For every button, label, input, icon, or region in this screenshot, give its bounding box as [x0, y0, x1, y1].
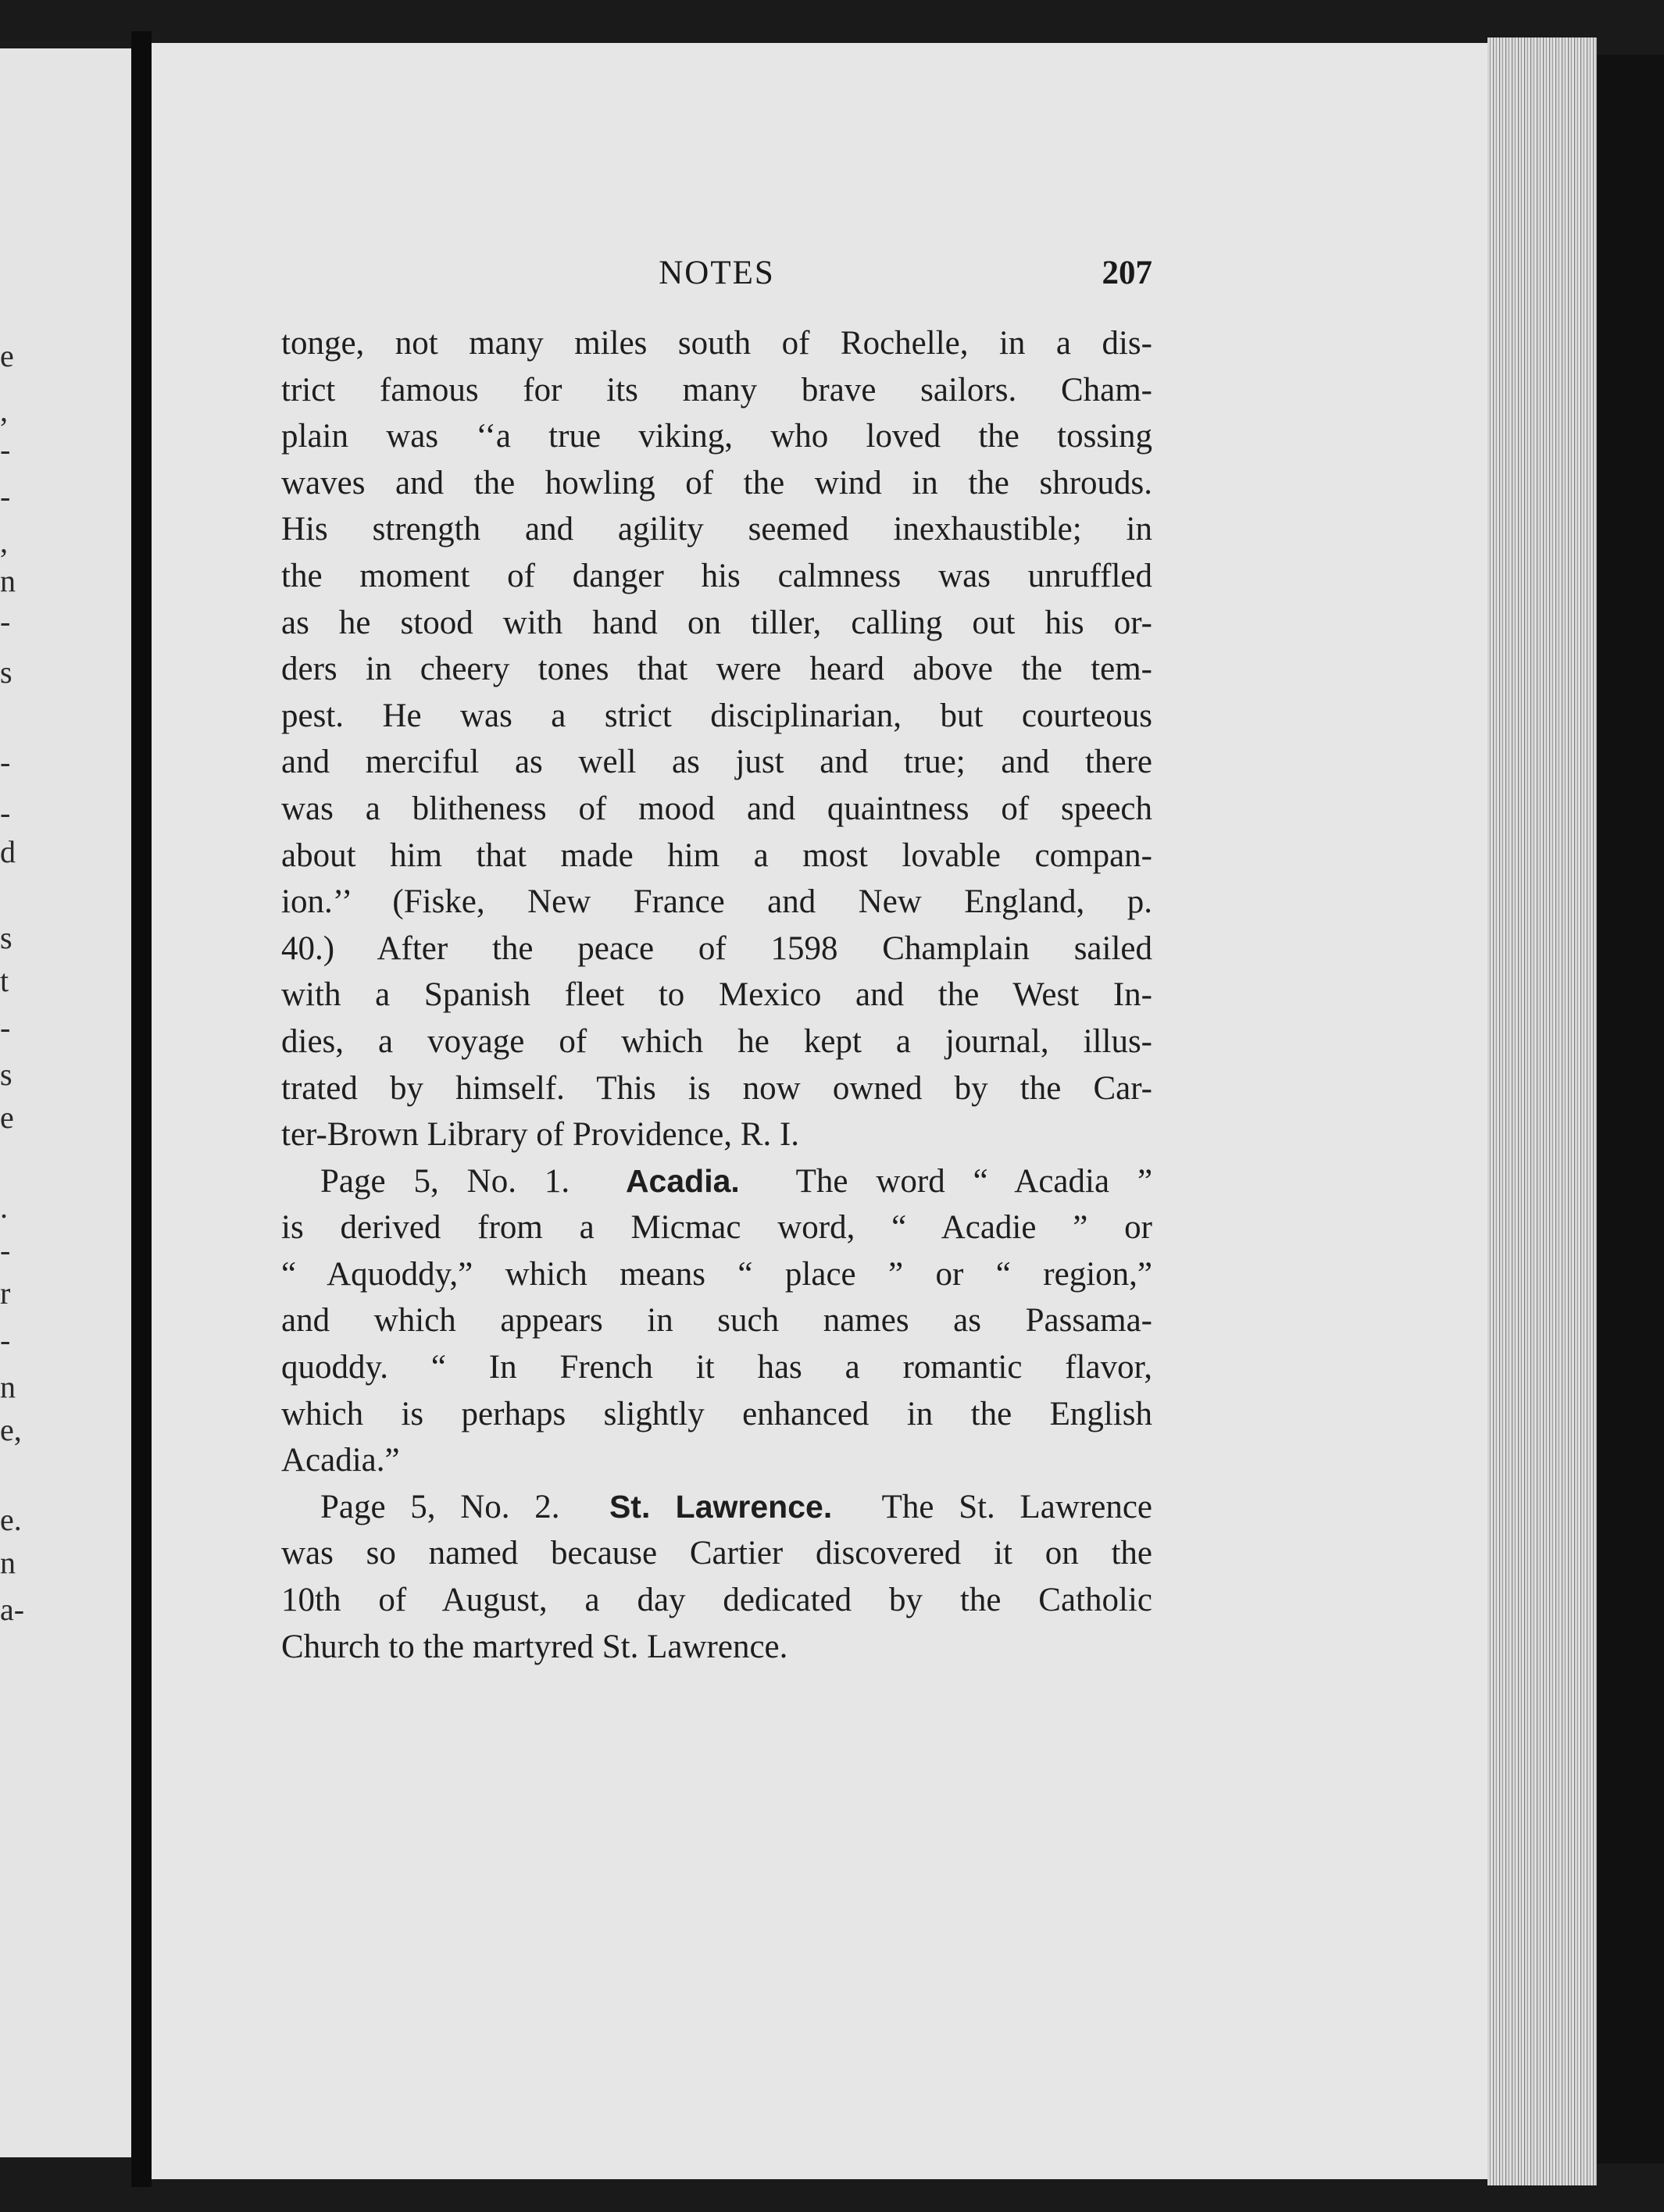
page-number: 207: [1102, 255, 1152, 291]
left-fragment: -: [0, 1322, 11, 1358]
paragraph-fiske-quote: [281, 320, 1152, 1158]
text-line: was so named because Cartier discovered it on the: [281, 1535, 1152, 1572]
note-first-line: [281, 1484, 1152, 1531]
left-page-text-fragments: [0, 48, 131, 2157]
text-line: and which appears in such names as Passama-: [281, 1302, 1152, 1340]
left-fragment: -: [0, 604, 11, 639]
text-line: with a Spanish fleet to Mexico and the West In-: [281, 976, 1152, 1014]
left-fragment: s: [0, 1057, 12, 1092]
cover-edge: [1597, 55, 1664, 2164]
left-fragment: e: [0, 338, 14, 373]
text-line: as he stood with hand on tiller, calling out his or-: [281, 604, 1152, 641]
note-text: The St. Lawrence: [881, 1488, 1152, 1525]
text-line: His strength and agility seemed inexhaustible; in: [281, 511, 1152, 548]
note-reference: Page 5, No. 2.: [320, 1488, 560, 1525]
left-fragment: t: [0, 963, 9, 998]
left-fragment: d: [0, 834, 16, 869]
left-fragment: .: [0, 1190, 8, 1225]
left-fragment: n: [0, 1545, 16, 1580]
text-line: ders in cheery tones that were heard above the tem-: [281, 651, 1152, 688]
left-fragment: ,: [0, 393, 8, 428]
text-line: dies, a voyage of which he kept a journal, illus-: [281, 1022, 1152, 1060]
left-fragment: s: [0, 655, 12, 690]
left-fragment: a-: [0, 1592, 25, 1627]
paragraph-acadia: [281, 1158, 1152, 1484]
left-fragment: e,: [0, 1412, 22, 1447]
text-line: Acadia.”: [281, 1442, 400, 1479]
text-line: the moment of danger his calmness was unruffled: [281, 557, 1152, 594]
text-line: trict famous for its many brave sailors. Cham-: [281, 371, 1152, 409]
note-heading: St. Lawrence.: [609, 1488, 833, 1525]
note-first-line: [281, 1158, 1152, 1205]
page-edges: [1487, 37, 1597, 2185]
running-head: NOTES: [659, 255, 775, 291]
text-line: pest. He was a strict disciplinarian, but courteous: [281, 697, 1152, 734]
left-fragment: r: [0, 1275, 11, 1311]
left-fragment: n: [0, 1369, 16, 1404]
text-line: and merciful as well as just and true; and there: [281, 744, 1152, 781]
left-fragment: e.: [0, 1502, 22, 1537]
left-fragment: -: [0, 1010, 11, 1045]
paragraph-st-lawrence: [281, 1484, 1152, 1670]
left-fragment: e: [0, 1100, 14, 1135]
book-gutter: [131, 31, 152, 2187]
text-line: tonge, not many miles south of Rochelle, in a dis-: [281, 325, 1152, 362]
text-line: quoddy. “ In French it has a romantic flavor,: [281, 1349, 1152, 1386]
text-line: ion.’’ (Fiske, New France and New England, p.: [281, 883, 1152, 921]
left-fragment: -: [0, 1233, 11, 1268]
page-header: [281, 254, 1152, 301]
left-fragment: -: [0, 795, 11, 830]
text-line: which is perhaps slightly enhanced in the English: [281, 1395, 1152, 1432]
text-line: about him that made him a most lovable compan-: [281, 837, 1152, 874]
text-line: “ Aquoddy,” which means “ place ” or “ region,”: [281, 1255, 1152, 1293]
note-heading: Acadia.: [625, 1162, 740, 1199]
text-line: plain was ‘‘a true viking, who loved the tossing: [281, 418, 1152, 455]
text-line: was a blitheness of mood and quaintness of speech: [281, 790, 1152, 827]
text-line: 10th of August, a day dedicated by the Catholic: [281, 1582, 1152, 1619]
note-reference: Page 5, No. 1.: [320, 1162, 570, 1200]
left-fragment: ,: [0, 524, 8, 559]
text-line: 40.) After the peace of 1598 Champlain sailed: [281, 929, 1152, 967]
left-fragment: -: [0, 479, 11, 514]
left-fragment: n: [0, 563, 16, 598]
left-fragment: s: [0, 920, 12, 955]
text-line: ter-Brown Library of Providence, R. I.: [281, 1116, 800, 1154]
body-text: [281, 320, 1152, 1670]
left-fragment: -: [0, 744, 11, 780]
left-page-edge: [0, 48, 131, 2157]
left-fragment: -: [0, 432, 11, 467]
text-line: trated by himself. This is now owned by the Car-: [281, 1069, 1152, 1107]
text-line: Church to the martyred St. Lawrence.: [281, 1628, 788, 1665]
note-text: The word “ Acadia ”: [795, 1162, 1153, 1200]
text-line: waves and the howling of the wind in the shrouds.: [281, 464, 1152, 501]
text-line: is derived from a Micmac word, “ Acadie ” or: [281, 1209, 1152, 1247]
